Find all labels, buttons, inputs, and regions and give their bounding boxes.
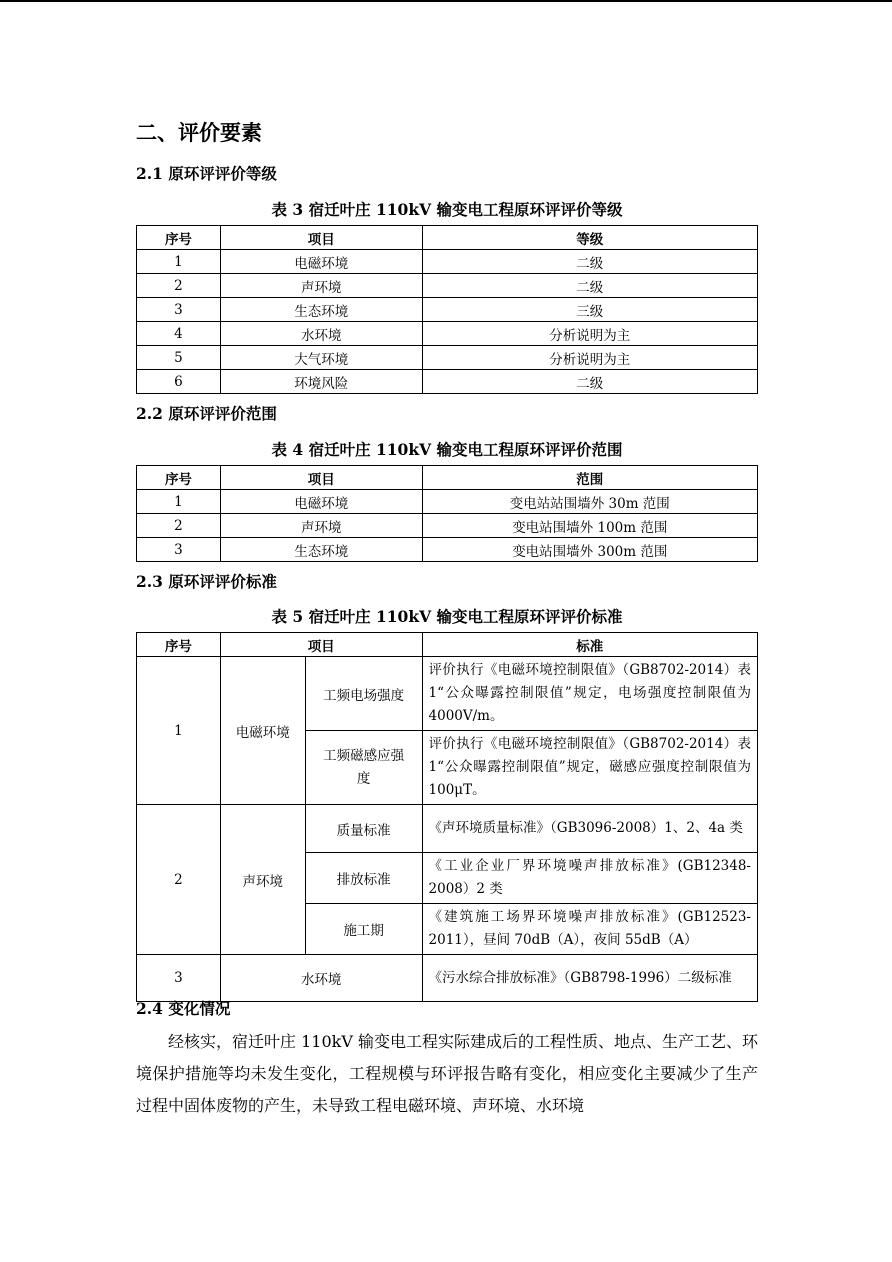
- cell-no: 2: [137, 274, 221, 298]
- cell-range: 变电站站围墙外 30m 范围: [422, 490, 757, 514]
- table-row: [137, 346, 758, 370]
- cell-no: 1: [137, 657, 221, 805]
- table-row: [137, 514, 758, 538]
- header-no: 序号: [137, 633, 221, 657]
- table-3: [136, 225, 758, 394]
- table-row: [137, 298, 758, 322]
- cell-standard: 《声环境质量标准》（GB3096-2008）1、2、4a 类: [422, 805, 757, 853]
- cell-item: 电磁环境: [220, 250, 422, 274]
- cell-level: 二级: [422, 274, 757, 298]
- cell-no: 5: [137, 346, 221, 370]
- cell-item: 生态环境: [220, 298, 422, 322]
- table-row: [137, 490, 758, 514]
- cell-subitem: 施工期: [305, 904, 422, 955]
- cell-subitem: 工频磁感应强度: [305, 731, 422, 805]
- header-item: 项目: [220, 466, 422, 490]
- cell-no: 3: [137, 298, 221, 322]
- header-item: 项目: [220, 633, 422, 657]
- cell-level: 二级: [422, 250, 757, 274]
- cell-subitem: 排放标准: [305, 853, 422, 904]
- table-row: [137, 250, 758, 274]
- section-title: 二、评价要素: [136, 121, 262, 145]
- cell-level: 二级: [422, 370, 757, 394]
- cell-item: 电磁环境: [220, 657, 305, 805]
- cell-level: 分析说明为主: [422, 322, 757, 346]
- cell-item: 声环境: [220, 805, 305, 955]
- header-level: 等级: [422, 226, 757, 250]
- cell-level: 分析说明为主: [422, 346, 757, 370]
- table-row: [137, 805, 758, 853]
- table-5: [136, 632, 758, 1002]
- header-item: 项目: [220, 226, 422, 250]
- heading-2-2: 2.2 原环评评价范围: [136, 404, 277, 423]
- cell-level: 三级: [422, 298, 757, 322]
- table-4: [136, 465, 758, 562]
- table-row: [137, 322, 758, 346]
- cell-no: 2: [137, 805, 221, 955]
- cell-item: 生态环境: [220, 538, 422, 562]
- cell-subitem: 工频电场强度: [305, 657, 422, 731]
- heading-2-4: 2.4 变化情况: [136, 999, 231, 1018]
- cell-standard: 评价执行《电磁环境控制限值》（GB8702-2014）表 1“公众曝露控制限值”规定，电场强度控制限值为 4000V/m。: [422, 657, 757, 731]
- cell-no: 1: [137, 250, 221, 274]
- cell-item: 环境风险: [220, 370, 422, 394]
- page-top-border: [0, 0, 892, 2]
- header-standard: 标准: [422, 633, 757, 657]
- table-row: [137, 538, 758, 562]
- table-4-caption: 表 4 宿迁叶庄 110kV 输变电工程原环评评价范围: [271, 440, 623, 459]
- cell-item: 电磁环境: [220, 490, 422, 514]
- header-no: 序号: [137, 226, 221, 250]
- header-range: 范围: [422, 466, 757, 490]
- cell-no: 3: [137, 538, 221, 562]
- cell-range: 变电站围墙外 300m 范围: [422, 538, 757, 562]
- header-no: 序号: [137, 466, 221, 490]
- table-row: [137, 274, 758, 298]
- table-5-caption: 表 5 宿迁叶庄 110kV 输变电工程原环评评价标准: [271, 607, 623, 626]
- cell-standard: 评价执行《电磁环境控制限值》（GB8702-2014）表 1“公众曝露控制限值”规定，磁感应强度控制限值为 100μT。: [422, 731, 757, 805]
- cell-standard: 《工业企业厂界环境噪声排放标准》(GB12348-2008）2 类: [422, 853, 757, 904]
- table-3-caption: 表 3 宿迁叶庄 110kV 输变电工程原环评评价等级: [271, 200, 623, 219]
- body-paragraph: 经核实，宿迁叶庄 110kV 输变电工程实际建成后的工程性质、地点、生产工艺、环境保护措施等均未发生变化，工程规模与环评报告略有变化，相应变化主要减少了生产过程中固体废物的产生，未导致工程电磁环境、声环境、水环境: [136, 1032, 758, 1115]
- cell-item: 声环境: [220, 514, 422, 538]
- cell-item: 声环境: [220, 274, 422, 298]
- table-row: [137, 955, 758, 1002]
- cell-no: 2: [137, 514, 221, 538]
- table-row: [137, 370, 758, 394]
- cell-no: 4: [137, 322, 221, 346]
- cell-item: 大气环境: [220, 346, 422, 370]
- cell-no: 3: [137, 955, 221, 1002]
- cell-no: 1: [137, 490, 221, 514]
- cell-subitem: 质量标准: [305, 805, 422, 853]
- heading-2-1: 2.1 原环评评价等级: [136, 164, 277, 183]
- cell-range: 变电站围墙外 100m 范围: [422, 514, 757, 538]
- table-row: [137, 657, 758, 731]
- heading-2-3: 2.3 原环评评价标准: [136, 572, 277, 591]
- cell-standard: 《污水综合排放标准》（GB8798-1996）二级标准: [422, 955, 757, 1002]
- cell-item: 水环境: [220, 322, 422, 346]
- cell-standard: 《建筑施工场界环境噪声排放标准》(GB12523-2011），昼间 70dB（A），夜间 55dB（A）: [422, 904, 757, 955]
- cell-no: 6: [137, 370, 221, 394]
- cell-item: 水环境: [220, 955, 422, 1002]
